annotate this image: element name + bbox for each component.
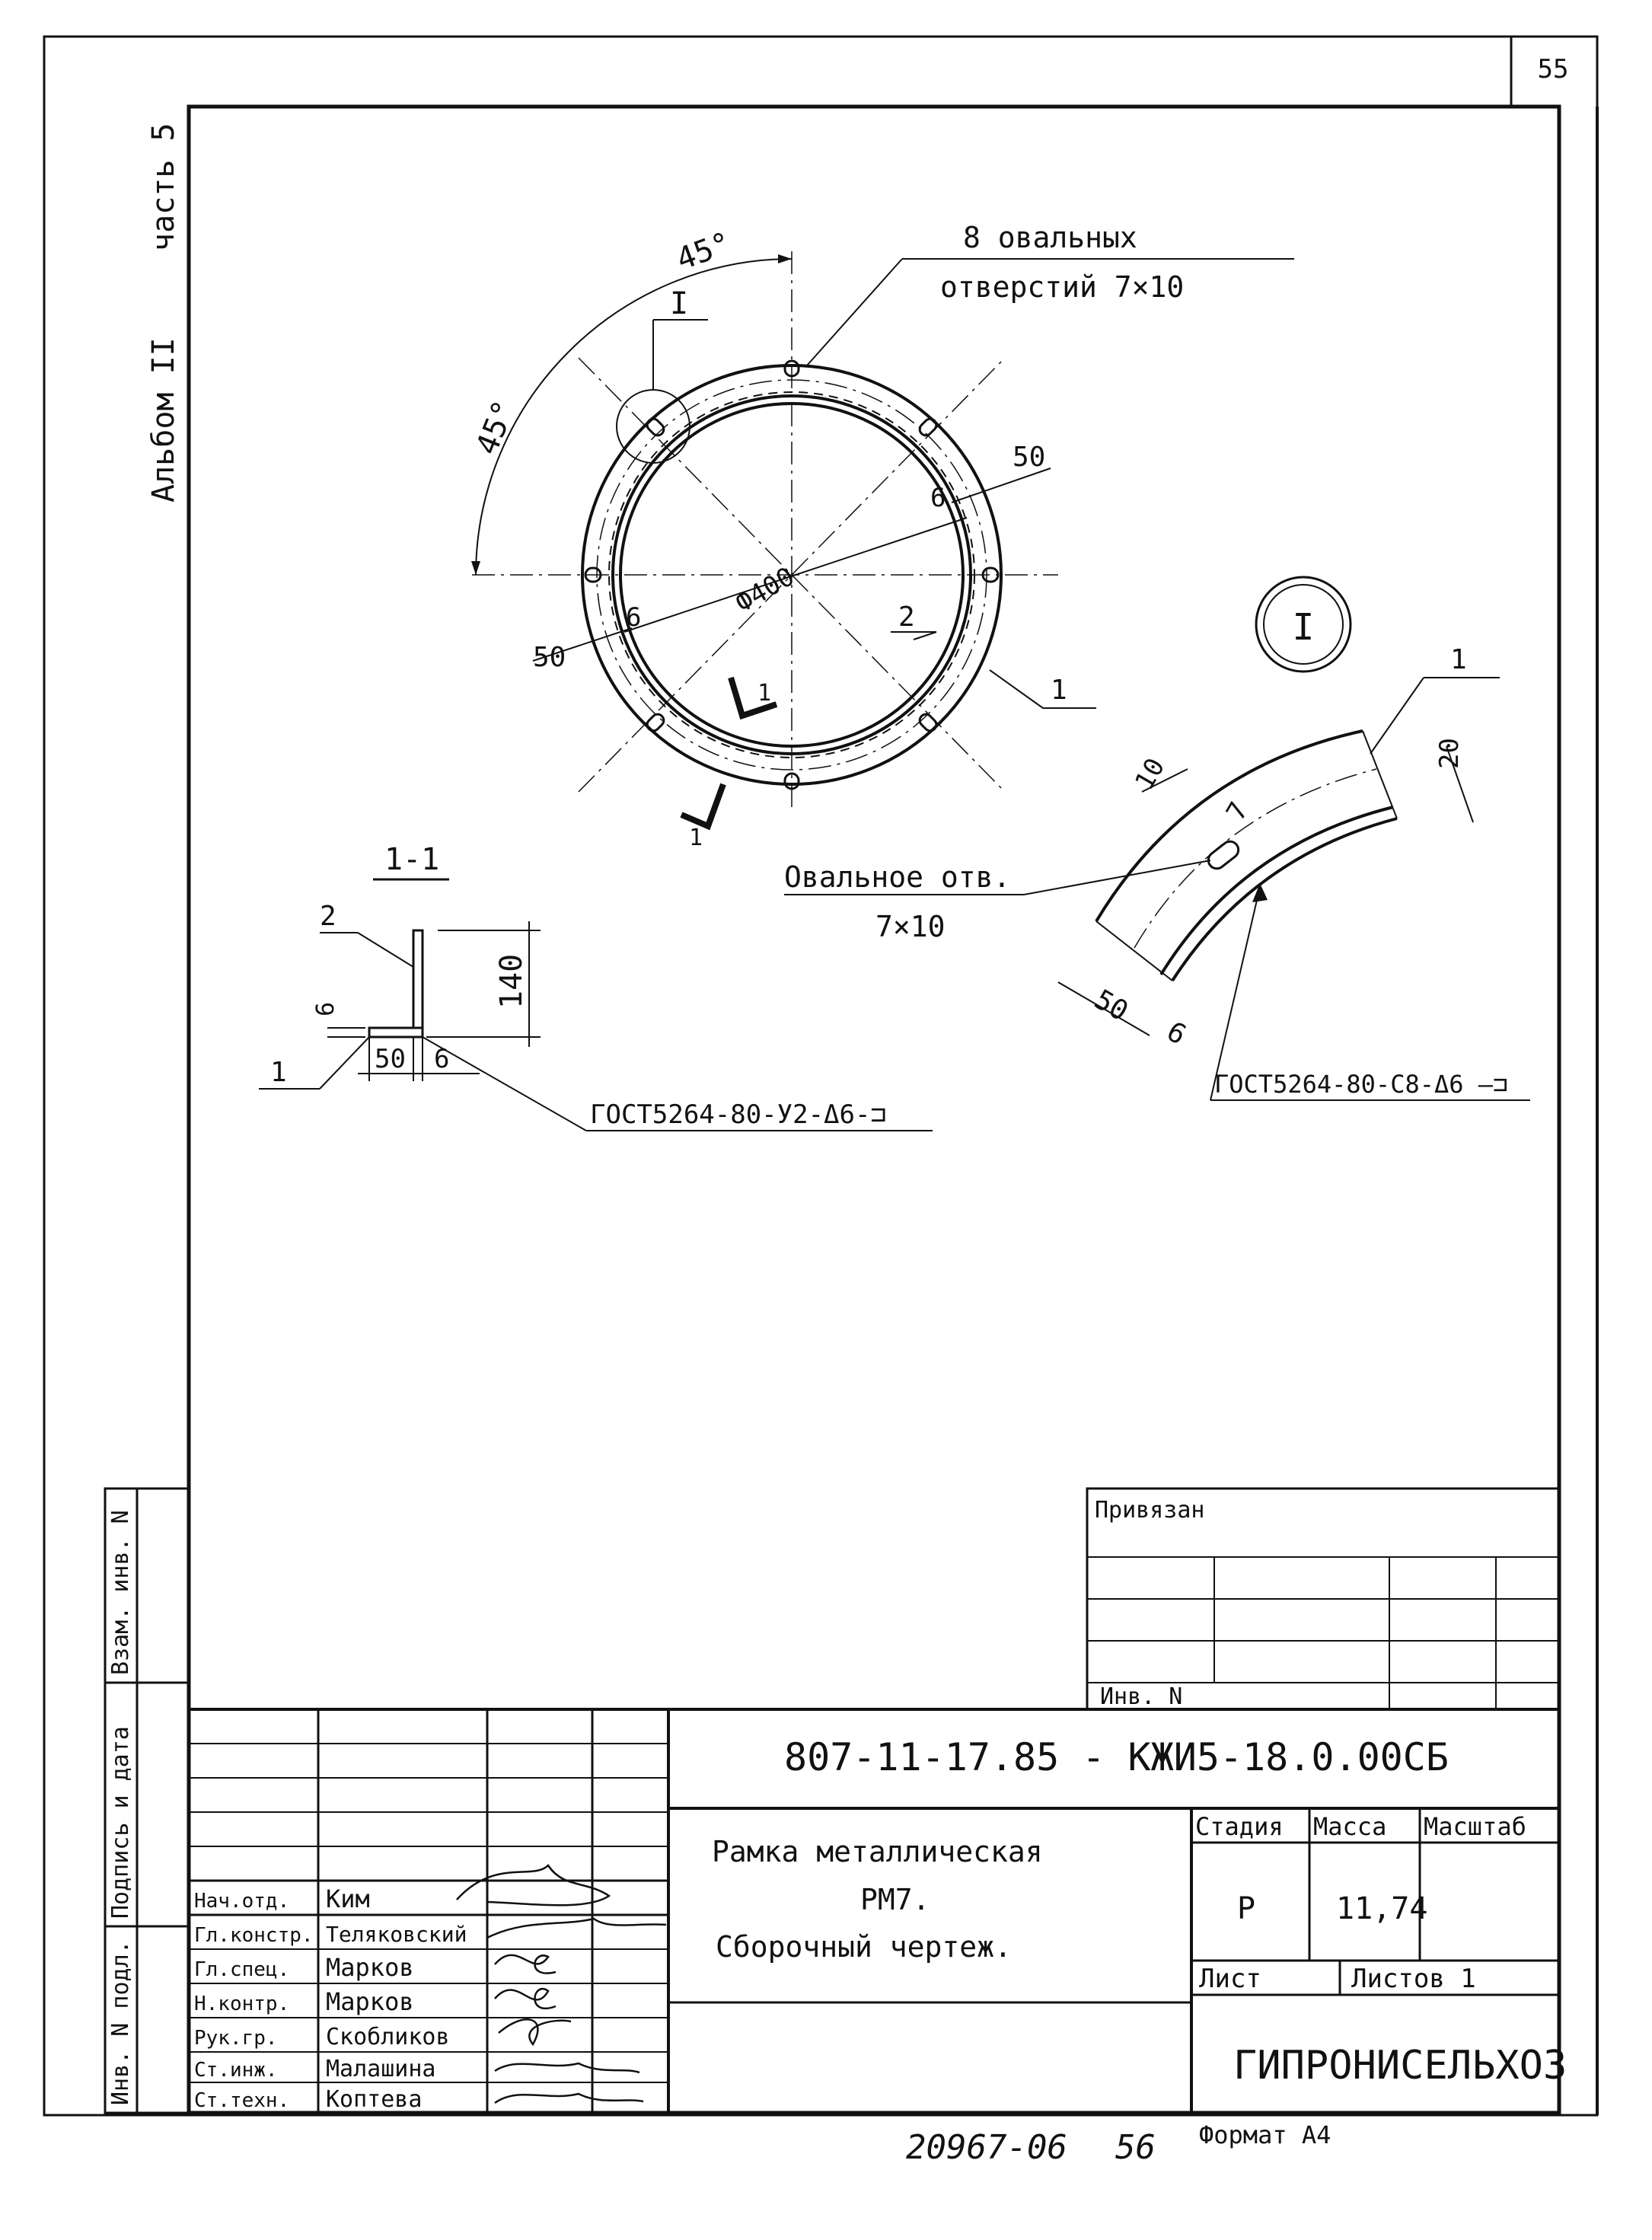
dim-50-right: 50 bbox=[1013, 442, 1046, 473]
section-dim-50: 50 bbox=[375, 1044, 406, 1074]
page-number: 55 bbox=[1537, 54, 1569, 85]
sig-role-3: Гл.спец. bbox=[194, 1958, 290, 1981]
plan-pos-2: 2 bbox=[898, 601, 915, 633]
section-mark-2: 1 bbox=[689, 825, 703, 851]
detail-marker: I bbox=[670, 286, 689, 321]
holes-note-line1: 8 овальных bbox=[963, 221, 1137, 254]
detail-weld-note: ГОСТ5264-80-С8-Δ6 —⊐ bbox=[1214, 1070, 1508, 1099]
mass-value: 11,74 bbox=[1336, 1891, 1428, 1926]
side-stamp-album: Альбом II bbox=[146, 337, 181, 503]
sig-role-7: Ст.техн. bbox=[194, 2089, 290, 2112]
detail-dim-10: 10 bbox=[1129, 753, 1172, 796]
dim-6-left: 6 bbox=[626, 602, 642, 633]
section-pos-2: 2 bbox=[320, 901, 336, 932]
angle-left: 45° bbox=[469, 395, 523, 460]
oval-label-line2: 7×10 bbox=[875, 910, 946, 943]
sheet-ref: 56 bbox=[1115, 2128, 1156, 2167]
sig-name-7: Коптева bbox=[326, 2086, 423, 2113]
sig-name-6: Малашина bbox=[326, 2056, 436, 2082]
section-dim-6-vertical: 6 bbox=[311, 1001, 340, 1016]
stage-value: Р bbox=[1237, 1891, 1256, 1926]
stage-header: Стадия bbox=[1195, 1812, 1284, 1841]
detail-pos-1: 1 bbox=[1450, 644, 1467, 675]
sig-name-4: Марков bbox=[326, 1987, 414, 2016]
holes-note-line2: отверстий 7×10 bbox=[940, 270, 1185, 304]
sig-role-6: Ст.инж. bbox=[194, 2059, 278, 2082]
title-line1: Рамка металлическая bbox=[712, 1835, 1043, 1868]
archive-number: 20967-06 bbox=[906, 2128, 1067, 2167]
sig-name-5: Скобликов bbox=[326, 2024, 450, 2050]
detail-view bbox=[784, 577, 1530, 1100]
title-line3: Сборочный чертеж. bbox=[716, 1930, 1012, 1964]
sig-name-3: Марков bbox=[326, 1953, 414, 1982]
organization: ГИПРОНИСЕЛЬХОЗ bbox=[1233, 2043, 1567, 2088]
oval-label-line1: Овальное отв. bbox=[784, 860, 1011, 894]
sig-role-1: Нач.отд. bbox=[194, 1890, 290, 1913]
detail-dim-6: 6 bbox=[1161, 1016, 1191, 1051]
section-pos-1: 1 bbox=[270, 1057, 287, 1088]
detail-dim-7: 7 bbox=[1220, 796, 1255, 826]
format-label: Формат А4 bbox=[1199, 2120, 1331, 2149]
mass-header: Масса bbox=[1313, 1812, 1387, 1841]
section-dim-6: 6 bbox=[434, 1044, 450, 1074]
title-line2: РМ7. bbox=[860, 1883, 930, 1916]
detail-dim-20: 20 bbox=[1434, 738, 1465, 769]
left-column-stamp bbox=[105, 1489, 189, 2113]
binding-inv: Инв. N bbox=[1100, 1683, 1183, 1710]
document-code: 807-11-17.85 - КЖИ5-18.0.00СБ bbox=[784, 1735, 1449, 1779]
section-mark-1: 1 bbox=[757, 680, 772, 707]
sig-name-2: Теляковский bbox=[326, 1922, 467, 1947]
section-title: 1-1 bbox=[384, 842, 440, 877]
inv-podl-label: Инв. N подл. bbox=[107, 1940, 134, 2105]
section-weld-note: ГОСТ5264-80-У2-Δ6-⊐ bbox=[590, 1099, 886, 1130]
section-dim-140: 140 bbox=[494, 953, 529, 1009]
scale-header: Масштаб bbox=[1424, 1812, 1526, 1841]
signature-date-label: Подпись и дата bbox=[107, 1726, 134, 1919]
detail-title: I bbox=[1292, 606, 1315, 649]
angle-top: 45° bbox=[671, 225, 736, 278]
side-stamp-part: часть 5 bbox=[146, 123, 181, 251]
binding-label: Привязан bbox=[1095, 1497, 1205, 1524]
diameter-label: Ф400 bbox=[730, 561, 800, 619]
sheet-label: Лист bbox=[1199, 1964, 1261, 1994]
sheets-label: Листов 1 bbox=[1351, 1964, 1476, 1994]
detail-dim-50: 50 bbox=[1089, 984, 1134, 1028]
dim-6-right: 6 bbox=[930, 483, 946, 513]
sig-name-1: Ким bbox=[326, 1884, 370, 1913]
vzam-inv-label: Взам. инв. N bbox=[107, 1510, 134, 1675]
plan-view bbox=[470, 221, 1294, 851]
plan-pos-1: 1 bbox=[1051, 675, 1067, 706]
dim-50-left: 50 bbox=[533, 642, 566, 673]
sig-role-5: Рук.гр. bbox=[194, 2027, 278, 2050]
sig-role-2: Гл.констр. bbox=[194, 1924, 314, 1947]
title-block bbox=[189, 1709, 1567, 2113]
sig-role-4: Н.контр. bbox=[194, 1993, 290, 2015]
binding-box bbox=[1087, 1489, 1559, 1710]
